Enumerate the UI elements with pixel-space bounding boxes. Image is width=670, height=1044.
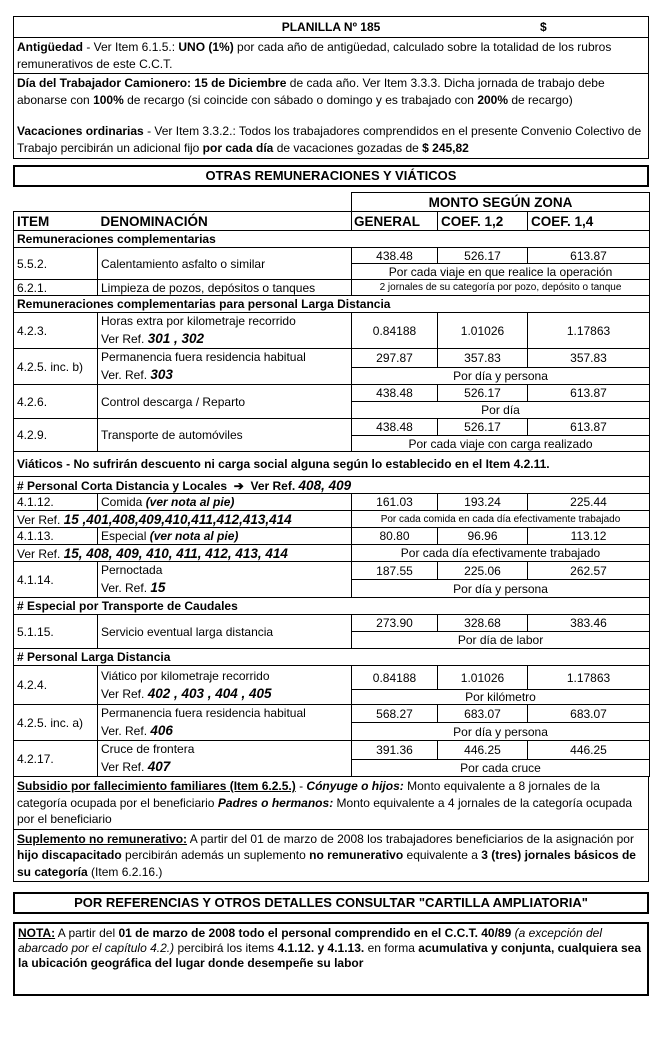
ref-numbers: 408, 409 bbox=[298, 477, 352, 493]
item-name: Control descarga / Reparto bbox=[98, 385, 352, 419]
subsidio-text: Monto equivalente a 8 jornales de la categoría ocupada por el beneficiario bbox=[17, 779, 600, 810]
monto-zona-header: MONTO SEGÚN ZONA bbox=[352, 193, 650, 212]
value-general: 438.48 bbox=[352, 385, 438, 402]
item-code: 5.5.2. bbox=[14, 248, 98, 280]
item-name-cell bbox=[98, 313, 352, 349]
table-row bbox=[14, 248, 650, 264]
ref-numbers: 402 , 403 , 404 , 405 bbox=[147, 685, 272, 701]
dia-camionero-paragraph bbox=[13, 74, 649, 109]
antiguedad-value: UNO (1%) bbox=[178, 40, 234, 54]
item-name: Limpieza de pozos, depósitos o tanques bbox=[98, 280, 352, 296]
planilla-page bbox=[13, 16, 649, 996]
value-general: 391.36 bbox=[352, 741, 438, 760]
value-coef14: 613.87 bbox=[528, 385, 650, 402]
suplemento-label: Suplemento no remunerativo: bbox=[17, 831, 188, 846]
coef14-header: COEF. 1,4 bbox=[528, 212, 650, 231]
ref-label: Ver Ref. bbox=[101, 332, 148, 346]
subsidio-text-2: Monto equivalente a 4 jornales de la categoría ocupada por el beneficiario bbox=[17, 795, 633, 826]
item-name-cell bbox=[98, 562, 352, 598]
value-coef14: 683.07 bbox=[528, 705, 650, 723]
item-name: Transporte de automóviles bbox=[98, 419, 352, 452]
value-coef12: 357.83 bbox=[438, 349, 528, 368]
ref-numbers: 301 , 302 bbox=[147, 331, 204, 346]
coef12-header: COEF. 1,2 bbox=[438, 212, 528, 231]
nota-items: 4.1.12. y 4.1.13. bbox=[277, 941, 365, 955]
item-name: Viático por kilometraje recorrido bbox=[101, 668, 270, 683]
ref-numbers: 15, 408, 409, 410, 411, 412, 413, 414 bbox=[63, 545, 288, 561]
value-coef12: 193.24 bbox=[438, 494, 528, 511]
item-code: 4.2.5. inc. b) bbox=[14, 349, 98, 385]
ref-label: Ver. Ref. bbox=[101, 581, 151, 595]
value-coef12: 1.01026 bbox=[438, 313, 528, 349]
value-general: 438.48 bbox=[352, 419, 438, 436]
planilla-title: PLANILLA Nº 185 bbox=[281, 20, 381, 34]
section-viaticos: Viáticos - No sufrirán descuento ni carga social alguna según lo establecido en el Item 4.2.11. bbox=[14, 452, 650, 477]
dia-camionero-text-2: de recargo (si coincide con sábado o domingo y es trabajado con bbox=[123, 92, 478, 107]
item-name-cell bbox=[98, 494, 352, 511]
value-coef14: 613.87 bbox=[528, 248, 650, 264]
arrow-right-icon: ➔ bbox=[233, 478, 244, 493]
item-code: 4.1.12. bbox=[14, 494, 98, 511]
recargo-100: 100% bbox=[93, 92, 124, 107]
value-coef12: 446.25 bbox=[438, 741, 528, 760]
referencias-banner: POR REFERENCIAS Y OTROS DETALLES CONSULTAR "CARTILLA AMPLIATORIA" bbox=[13, 892, 649, 914]
value-coef14: 1.17863 bbox=[528, 313, 650, 349]
item-name: Comida bbox=[101, 495, 146, 509]
value-coef12: 526.17 bbox=[438, 248, 528, 264]
section-rem-comp: Remuneraciones complementarias bbox=[14, 231, 650, 248]
row-note: Por cada día efectivamente trabajado bbox=[352, 545, 650, 562]
nota-box bbox=[13, 922, 649, 996]
table-row bbox=[14, 705, 650, 723]
row-note: Por día y persona bbox=[352, 580, 650, 598]
suplemento-text-2: percibirán además un suplemento bbox=[121, 848, 310, 862]
vacaciones-label: Vacaciones ordinarias bbox=[17, 124, 144, 138]
item-name: Calentamiento asfalto o similar bbox=[98, 248, 352, 280]
suplemento-text-4: (Item 6.2.16.) bbox=[87, 864, 163, 879]
subsidio-conyuge: Cónyuge o hijos: bbox=[306, 779, 404, 793]
item-name-note: (ver nota al pie) bbox=[149, 529, 239, 543]
value-coef14: 262.57 bbox=[528, 562, 650, 580]
table-row bbox=[14, 419, 650, 436]
row-note: 2 jornales de su categoría por pozo, depósito o tanque bbox=[352, 280, 650, 296]
row-note: Por cada viaje con carga realizado bbox=[352, 436, 650, 452]
item-code: 4.2.17. bbox=[14, 741, 98, 777]
item-name: Horas extra por kilometraje recorrido bbox=[101, 314, 296, 328]
vacaciones-por-dia: por cada día bbox=[202, 140, 274, 155]
section-corta-distancia bbox=[14, 477, 650, 494]
currency-symbol: $ bbox=[540, 20, 547, 34]
ref-cell bbox=[14, 511, 352, 528]
nota-date: 01 de marzo de 2008 bbox=[118, 926, 236, 940]
item-code: 5.1.15. bbox=[14, 615, 98, 649]
ref-numbers: 303 bbox=[150, 367, 173, 382]
vacaciones-amount: $ 245,82 bbox=[422, 140, 469, 155]
row-note: Por cada cruce bbox=[352, 759, 650, 776]
subsidio-padres: Padres o hermanos: bbox=[217, 795, 334, 810]
nota-label: NOTA: bbox=[18, 926, 56, 940]
value-general: 161.03 bbox=[352, 494, 438, 511]
value-coef12: 526.17 bbox=[438, 385, 528, 402]
ref-numbers: 15 bbox=[150, 580, 166, 595]
section-larga-distancia: # Personal Larga Distancia bbox=[14, 649, 650, 666]
item-name: Cruce de frontera bbox=[101, 742, 195, 756]
nota-text-6: acumulativa y conjunta, cualquiera sea la ubicación geográfica del lugar donde desempeñe su labor bbox=[18, 941, 642, 970]
nota-exception: (a excepción del abarcado por el capítulo 4.2.) bbox=[18, 926, 603, 955]
dia-camionero-date: 15 de Diciembre bbox=[194, 76, 287, 90]
nota-text-4: percibirá los items bbox=[174, 941, 278, 955]
item-header: ITEM bbox=[14, 212, 98, 231]
item-name: Especial bbox=[101, 529, 150, 543]
ref-cell bbox=[14, 545, 352, 562]
ref-label: Ver Ref. bbox=[101, 760, 148, 774]
item-name-cell bbox=[98, 349, 352, 385]
corta-distancia-label: # Personal Corta Distancia y Locales bbox=[17, 478, 228, 493]
item-code: 6.2.1. bbox=[14, 280, 98, 296]
item-name-cell bbox=[98, 666, 352, 705]
section-rem-larga: Remuneraciones complementarias para personal Larga Distancia bbox=[14, 296, 650, 313]
planilla-header bbox=[13, 16, 649, 38]
value-general: 568.27 bbox=[352, 705, 438, 723]
value-coef12: 225.06 bbox=[438, 562, 528, 580]
value-general: 0.84188 bbox=[352, 313, 438, 349]
item-code: 4.2.9. bbox=[14, 419, 98, 452]
antiguedad-text: - Ver Item 6.1.5.: bbox=[83, 40, 179, 54]
suplemento-text-3: equivalente a bbox=[403, 848, 482, 862]
value-coef14: 446.25 bbox=[528, 741, 650, 760]
otras-remuneraciones-title: OTRAS REMUNERACIONES Y VIÁTICOS bbox=[13, 165, 649, 187]
row-note: Por cada viaje en que realice la operación bbox=[352, 264, 650, 280]
value-coef14: 113.12 bbox=[528, 528, 650, 545]
item-code: 4.1.14. bbox=[14, 562, 98, 598]
item-name-cell bbox=[98, 705, 352, 741]
value-coef12: 1.01026 bbox=[438, 666, 528, 690]
value-coef12: 328.68 bbox=[438, 615, 528, 632]
value-general: 0.84188 bbox=[352, 666, 438, 690]
row-note: Por kilómetro bbox=[352, 690, 650, 705]
item-code: 4.1.13. bbox=[14, 528, 98, 545]
row-note: Por día y persona bbox=[352, 723, 650, 741]
row-note: Por cada comida en cada día efectivamente trabajado bbox=[352, 511, 650, 528]
table-row bbox=[14, 562, 650, 580]
value-general: 297.87 bbox=[352, 349, 438, 368]
value-coef14: 225.44 bbox=[528, 494, 650, 511]
value-coef12: 526.17 bbox=[438, 419, 528, 436]
value-coef14: 383.46 bbox=[528, 615, 650, 632]
suplemento-text: A partir del 01 de marzo de 2008 los trabajadores beneficiarios de la asignación por bbox=[187, 831, 634, 846]
row-note: Por día de labor bbox=[352, 632, 650, 649]
value-general: 438.48 bbox=[352, 248, 438, 264]
table-row bbox=[14, 528, 650, 545]
table-row bbox=[14, 313, 650, 349]
item-name: Servicio eventual larga distancia bbox=[98, 615, 352, 649]
table-row bbox=[14, 741, 650, 760]
nota-text-2: todo el personal comprendido en el C.C.T. 40/89 bbox=[235, 926, 512, 940]
nota-text: A partir del bbox=[55, 926, 119, 940]
ref-numbers: 406 bbox=[150, 723, 173, 738]
ref-label: Ver Ref. bbox=[17, 512, 64, 527]
denominacion-header: DENOMINACIÓN bbox=[98, 212, 352, 231]
item-name: Pernoctada bbox=[101, 563, 163, 577]
value-coef12: 683.07 bbox=[438, 705, 528, 723]
value-general: 80.80 bbox=[352, 528, 438, 545]
ref-label: Ver Ref. bbox=[17, 546, 64, 561]
subsidio-label: Subsidio por fallecimiento familiares (Item 6.2.5.) bbox=[17, 779, 296, 793]
item-code: 4.2.6. bbox=[14, 385, 98, 419]
table-row bbox=[14, 666, 650, 690]
ref-numbers: 15 ,401,408,409,410,411,412,413,414 bbox=[63, 511, 292, 527]
ref-label: Ver Ref. bbox=[101, 686, 148, 701]
value-coef14: 1.17863 bbox=[528, 666, 650, 690]
row-note: Por día bbox=[352, 402, 650, 419]
item-name: Permanencia fuera residencia habitual bbox=[101, 350, 306, 364]
table-row bbox=[14, 385, 650, 402]
suplemento-tres-jornales: 3 (tres) jornales básicos de su categoría bbox=[17, 848, 636, 879]
ref-label: Ver. Ref. bbox=[101, 368, 151, 382]
value-coef14: 357.83 bbox=[528, 349, 650, 368]
general-header: GENERAL bbox=[352, 212, 438, 231]
vacaciones-text: - Ver Item 3.3.2.: Todos los trabajadores comprendidos en el presente Convenio Colectivo de Trabajo percibirán un adicional fijo bbox=[17, 124, 642, 155]
table-row bbox=[14, 494, 650, 511]
remuneraciones-table bbox=[13, 192, 650, 777]
row-note: Por día y persona bbox=[352, 367, 650, 384]
antiguedad-paragraph bbox=[13, 38, 649, 74]
vacaciones-paragraph bbox=[13, 109, 649, 159]
item-name-note: (ver nota al pie) bbox=[145, 495, 235, 509]
section-caudales: # Especial por Transporte de Caudales bbox=[14, 598, 650, 615]
table-row bbox=[14, 615, 650, 632]
value-coef12: 96.96 bbox=[438, 528, 528, 545]
dia-camionero-label: Día del Trabajador Camionero: bbox=[17, 76, 192, 90]
suplemento-hijo: hijo discapacitado bbox=[17, 848, 122, 862]
item-code: 4.2.3. bbox=[14, 313, 98, 349]
dia-camionero-text-3: de recargo) bbox=[508, 92, 573, 107]
ref-numbers: 407 bbox=[147, 759, 171, 774]
ref-label: Ver. Ref. bbox=[101, 724, 151, 738]
dia-camionero-text: de cada año. Ver Item 3.3.3. Dicha jornada de trabajo debe abonarse con bbox=[17, 76, 605, 107]
value-coef14: 613.87 bbox=[528, 419, 650, 436]
suplemento-no-remunerativo: no remunerativo bbox=[309, 848, 404, 862]
table-row bbox=[14, 349, 650, 368]
value-general: 187.55 bbox=[352, 562, 438, 580]
item-name: Permanencia fuera residencia habitual bbox=[101, 706, 306, 720]
subsidio-paragraph: Subsidio por fallecimiento familiares (Item 6.2.5.) - Cónyuge o hijos: Monto equivalente a 8 jornales de la categoría ocupada por el beneficiario Padres o hermanos: Monto equivalente a 4 jornales de la categoría ocupada por el beneficiario bbox=[13, 777, 649, 830]
item-code: 4.2.5. inc. a) bbox=[14, 705, 98, 741]
ref-label: Ver Ref. bbox=[250, 478, 296, 493]
suplemento-paragraph bbox=[13, 830, 649, 883]
item-code: 4.2.4. bbox=[14, 666, 98, 705]
value-general: 273.90 bbox=[352, 615, 438, 632]
vacaciones-text-2: de vacaciones gozadas de bbox=[273, 140, 423, 155]
item-name-cell bbox=[98, 741, 352, 777]
recargo-200: 200% bbox=[477, 92, 509, 107]
item-name-cell bbox=[98, 528, 352, 545]
nota-text-5: en forma bbox=[364, 941, 419, 955]
antiguedad-text-2: por cada año de antigüedad, calculado sobre la totalidad de los rubros remunerativos de este C.C.T. bbox=[17, 40, 612, 71]
table-row bbox=[14, 280, 650, 296]
antiguedad-label: Antigüedad bbox=[17, 40, 83, 54]
